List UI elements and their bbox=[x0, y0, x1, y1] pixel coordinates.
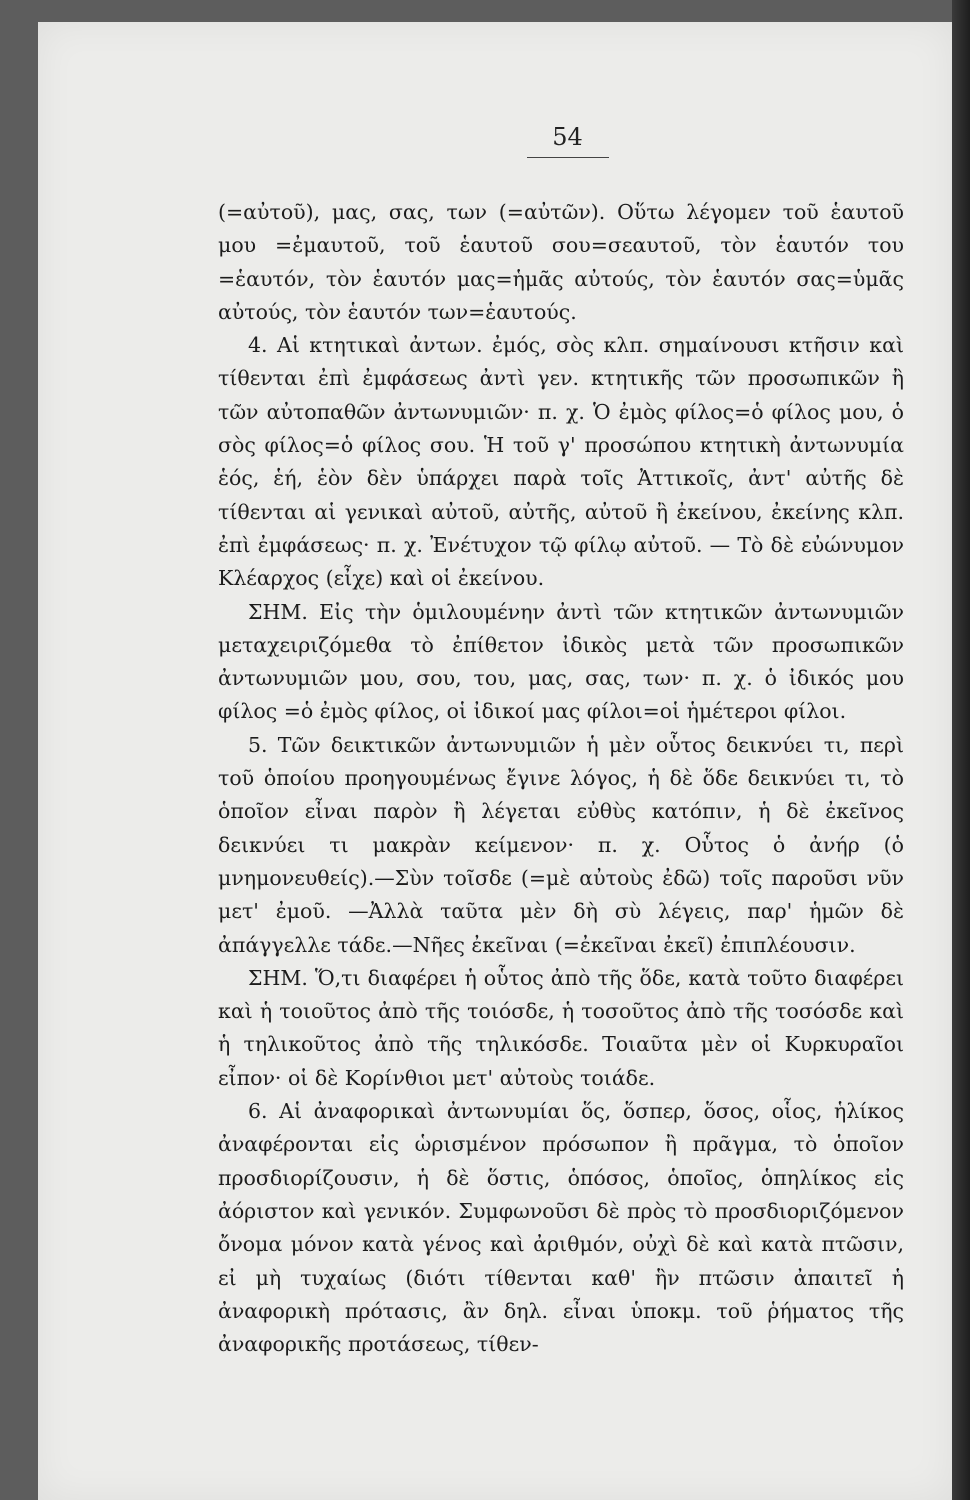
page-number: 54 bbox=[552, 123, 583, 151]
paragraph-continuation: (=αὐτοῦ), μας, σας, των (=αὐτῶν). Οὕτω λέγομεν τοῦ ἑαυτοῦ μου =ἐμαυτοῦ, τοῦ ἑαυτοῦ σου=σεαυτοῦ, τὸν ἑαυτόν του =ἑαυτόν, τὸν ἑαυτόν μας=ἡμᾶς αὐτούς, τὸν ἑαυτόν σας=ὑμᾶς αὐτούς, τὸν ἑαυτόν των=ἑαυτούς. bbox=[218, 200, 904, 324]
scan-background-edge bbox=[952, 0, 970, 1500]
paragraph-relative-pronouns: 6. Αἱ ἀναφορικαὶ ἀντωνυμίαι ὅς, ὅσπερ, ὅσος, οἷος, ἡλίκος ἀναφέρονται εἰς ὡρισμένον πρόσωπον ἢ πρᾶγμα, τὸ ὁποῖον προσδιορίζουσιν, ἡ δὲ ὅστις, ὁπόσος, ὁποῖος, ὁπηλίκος εἰς ἀόριστον καὶ γενικόν. Συμφωνοῦσι δὲ πρὸς τὸ προσδιοριζόμενον ὄνομα μόνον κατὰ γένος καὶ ἀριθμόν, οὐχὶ δὲ καὶ κατὰ πτῶσιν, εἰ μὴ τυχαίως (διότι τίθενται καθ' ἣν πτῶσιν ἀπαιτεῖ ἡ ἀναφορικὴ πρότασις, ἂν δηλ. εἶναι ὑποκμ. τοῦ ῥήματος τῆς ἀναφορικῆς προτάσεως, τίθεν- bbox=[218, 1099, 904, 1357]
paragraph-demonstrative-pronouns: 5. Τῶν δεικτικῶν ἀντωνυμιῶν ἡ μὲν οὗτος δεικνύει τι, περὶ τοῦ ὁποίου προηγουμένως ἔγινε λόγος, ἡ δὲ ὅδε δεικνύει τι, τὸ ὁποῖον εἶναι παρὸν ἢ λέγεται εὐθὺς κατόπιν, ἡ δὲ ἐκεῖνος δεικνύει τι μακρὰν κείμενον· π. χ. Οὗτος ὁ ἀνήρ (ὁ μνημονευθείς).—Σὺν τοῖσδε (=μὲ αὐτοὺς ἐδῶ) τοῖς παροῦσι νῦν μετ' ἐμοῦ. —Ἀλλὰ ταῦτα μὲν δὴ σὺ λέγεις, παρ' ἡμῶν δὲ ἀπάγγελλε τάδε.—Νῆες ἐκεῖναι (=ἐκεῖναι ἐκεῖ) ἐπιπλέουσιν. bbox=[218, 732, 904, 957]
page-number-rule bbox=[527, 157, 609, 158]
note-possessive: ΣΗΜ. Εἰς τὴν ὁμιλουμένην ἀντὶ τῶν κτητικῶν ἀντωνυμιῶν μεταχειριζόμεθα τὸ ἐπίθετον ἰδικὸς μετὰ τῶν προσωπικῶν ἀντωνυμιῶν μου, σου, του, μας, σας, των· π. χ. ὁ ἰδικός μου φίλος =ὁ ἐμὸς φίλος, οἱ ἰδικοί μας φίλοι=οἱ ἡμέτεροι φίλοι. bbox=[218, 599, 904, 724]
page-text bbox=[218, 196, 904, 1361]
paragraph-possessive-pronouns: 4. Αἱ κτητικαὶ ἀντων. ἐμός, σὸς κλπ. σημαίνουσι κτῆσιν καὶ τίθενται ἐπὶ ἐμφάσεως ἀντὶ γεν. κτητικῆς τῶν προσωπικῶν ἢ τῶν αὐτοπαθῶν ἀντωνυμιῶν· π. χ. Ὁ ἐμὸς φίλος=ὁ φίλος μου, ὁ σὸς φίλος=ὁ φίλος σου. Ἡ τοῦ γ' προσώπου κτητικὴ ἀντωνυμία ἑός, ἑή, ἑὸν δὲν ὑπάρχει παρὰ τοῖς Ἀττικοῖς, ἀντ' αὐτῆς δὲ τίθενται αἱ γενικαὶ αὐτοῦ, αὐτῆς, αὐτοῦ ἢ ἐκείνου, ἐκείνης κλπ. ἐπὶ ἐμφάσεως· π. χ. Ἐνέτυχον τῷ φίλῳ αὐτοῦ. — Τὸ δὲ εὐώνυμον Κλέαρχος (εἶχε) καὶ οἱ ἐκείνου. bbox=[218, 333, 904, 591]
note-demonstrative: ΣΗΜ. Ὅ,τι διαφέρει ἡ οὗτος ἀπὸ τῆς ὅδε, κατὰ τοῦτο διαφέρει καὶ ἡ τοιοῦτος ἀπὸ τῆς τοιόσδε, ἡ τοσοῦτος ἀπὸ τῆς τοσόσδε καὶ ἡ τηλικοῦτος ἀπὸ τῆς τηλικόσδε. Τοιαῦτα μὲν οἱ Κυρκυραῖοι εἶπον· οἱ δὲ Κορίνθιοι μετ' αὐτοὺς τοιάδε. bbox=[218, 965, 904, 1090]
